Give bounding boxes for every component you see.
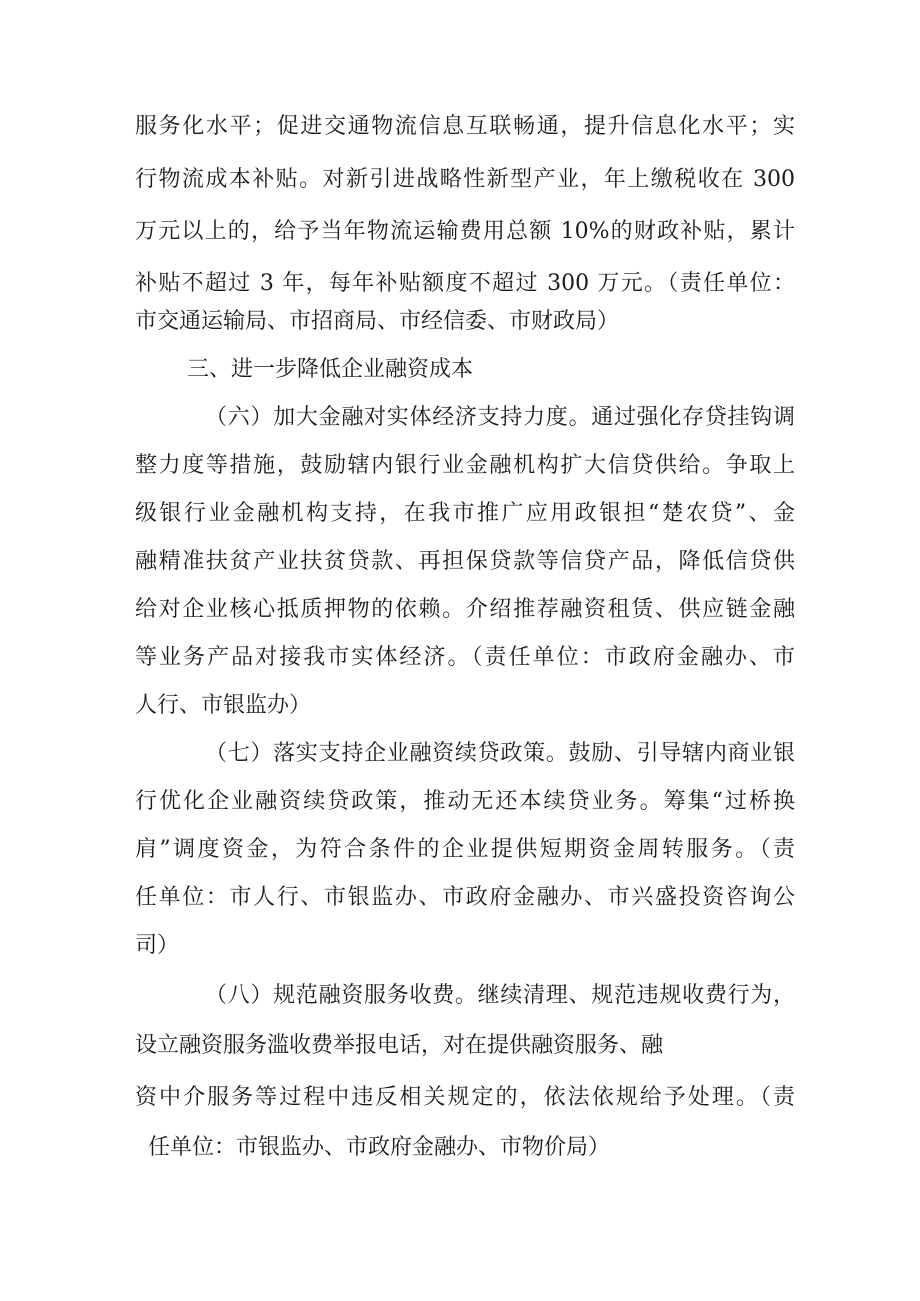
body-line: 行物流成本补贴。对新引进战略性新型产业，年上缴税收在 300 bbox=[135, 167, 795, 192]
body-line: 设立融资服务滥收费举报电话，对在提供融资服务、融 bbox=[135, 1033, 664, 1058]
body-line: 资中介服务等过程中违反相关规定的，依法依规给予处理。（责 bbox=[135, 1085, 795, 1110]
body-line: 整力度等措施，鼓励辖内银行业金融机构扩大信贷供给。争取上 bbox=[135, 453, 795, 478]
body-line: 万元以上的，给予当年物流运输费用总额 10%的财政补贴，累计 bbox=[135, 219, 795, 244]
body-line: 级银行业金融机构支持，在我市推广应用政银担“楚农贷”、金 bbox=[135, 501, 795, 526]
paragraph-first-line: （七）落实支持企业融资续贷政策。鼓励、引导辖内商业银 bbox=[205, 741, 795, 766]
body-line: 肩”调度资金，为符合条件的企业提供短期资金周转服务。（责 bbox=[135, 837, 795, 862]
body-line: 任单位：市银监办、市政府金融办、市物价局） bbox=[148, 1135, 611, 1160]
body-line: 司） bbox=[135, 933, 180, 958]
paragraph-first-line: （八）规范融资服务收费。继续清理、规范违规收费行为， bbox=[205, 983, 795, 1008]
body-line: 补贴不超过 3 年，每年补贴额度不超过 300 万元。（责任单位： bbox=[135, 271, 795, 296]
body-line: 给对企业核心抵质押物的依赖。介绍推荐融资租赁、供应链金融 bbox=[135, 597, 795, 622]
body-line: 任单位：市人行、市银监办、市政府金融办、市兴盛投资咨询公 bbox=[135, 885, 795, 910]
paragraph-first-line: （六）加大金融对实体经济支持力度。通过强化存贷挂钩调 bbox=[205, 405, 795, 430]
body-line: 人行、市银监办） bbox=[135, 693, 312, 718]
body-line: 融精准扶贫产业扶贫贷款、再担保贷款等信贷产品，降低信贷供 bbox=[135, 549, 795, 574]
body-line: 市交通运输局、市招商局、市经信委、市财政局） bbox=[135, 309, 620, 334]
body-line: 行优化企业融资续贷政策，推动无还本续贷业务。筹集“过桥换 bbox=[135, 789, 795, 814]
section-heading: 三、进一步降低企业融资成本 bbox=[187, 357, 474, 382]
body-line: 服务化水平；促进交通物流信息互联畅通，提升信息化水平；实 bbox=[135, 114, 795, 139]
body-line: 等业务产品对接我市实体经济。（责任单位：市政府金融办、市 bbox=[135, 645, 795, 670]
